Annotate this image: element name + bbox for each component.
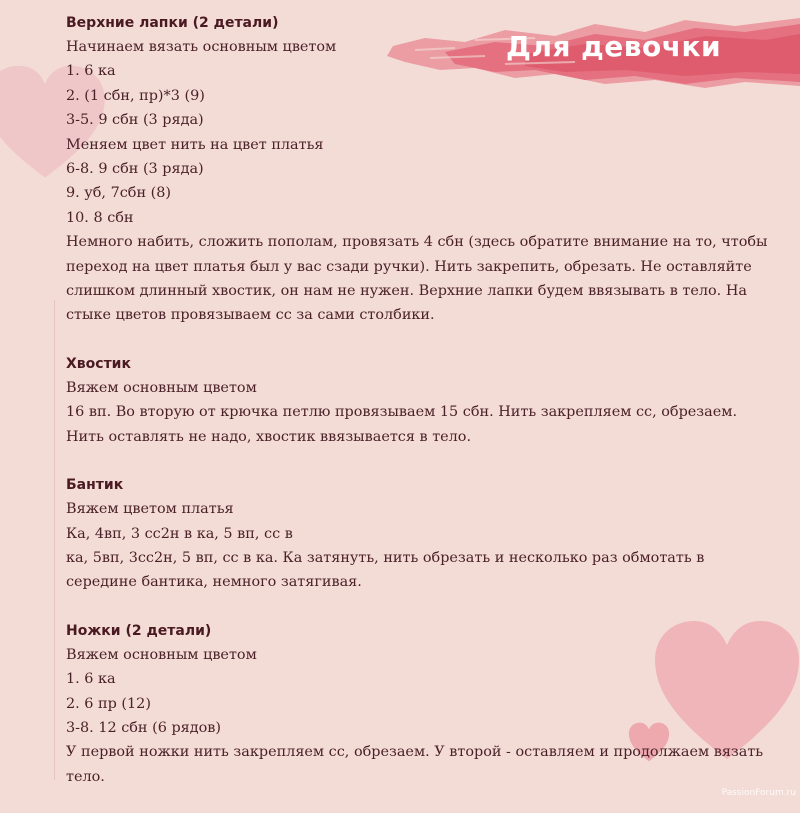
instruction-line: 10. 8 сбн bbox=[66, 209, 134, 226]
instruction-line: Меняем цвет нить на цвет платья bbox=[66, 136, 324, 153]
instruction-line: 9. уб, 7сбн (8) bbox=[66, 185, 172, 202]
section-heading: Бантик bbox=[66, 477, 124, 494]
watermark: PassionForum.ru bbox=[721, 788, 796, 798]
instruction-paragraph: 16 вп. Во вторую от крючка петлю провязываем 15 сбн. Нить закрепляем сс, обрезаем. Нить оставлять не надо, хвостик ввязывается в тело. bbox=[66, 404, 738, 445]
instruction-line: 2. (1 сбн, пр)*3 (9) bbox=[66, 87, 205, 104]
instruction-line: Вяжем основным цветом bbox=[66, 379, 257, 396]
instruction-line: 1. 6 ка bbox=[66, 671, 116, 688]
instruction-line: Начинаем вязать основным цветом bbox=[66, 39, 337, 55]
instruction-line: 6-8. 9 сбн (3 ряда) bbox=[66, 161, 204, 178]
instruction-line: Вяжем цветом платья bbox=[66, 501, 234, 518]
instruction-line: 2. 6 пр (12) bbox=[66, 695, 151, 712]
section-upper-paws bbox=[66, 11, 776, 328]
margin-line bbox=[54, 300, 55, 780]
instruction-paragraph: ка, 5вп, 3сс2н, 5 вп, сс в ка. Ка затянуть, нить обрезать и несколько раз обмотать в середине бантика, немного затягивая. bbox=[66, 549, 705, 591]
section-heading: Ножки (2 детали) bbox=[66, 622, 212, 639]
instruction-line: Вяжем основным цветом bbox=[66, 646, 257, 663]
section-heading: Верхние лапки (2 детали) bbox=[66, 15, 279, 31]
instruction-paragraph: У первой ножки нить закрепляем сс, обрезаем. У второй - оставляем и продолжаем вязать тело. bbox=[66, 744, 764, 785]
section-tail bbox=[66, 352, 776, 449]
instruction-line: 3-8. 12 сбн (6 рядов) bbox=[66, 719, 221, 736]
instruction-paragraph: Немного набить, сложить пополам, провязать 4 сбн (здесь обратите внимание на то, чтобы переход на цвет платья был у вас сзади ручки). Нить закрепить, обрезать. Не оставляйте слишком длинный хвостик, он нам не нужен. Верхние лапки будем ввязывать в тело. На стыке цветов провязываем сс за сами столбики. bbox=[66, 234, 768, 324]
section-heading: Хвостик bbox=[66, 355, 131, 372]
section-legs bbox=[66, 619, 776, 789]
instruction-line: 1. 6 ка bbox=[66, 63, 116, 80]
instruction-line: Ка, 4вп, 3 сс2н в ка, 5 вп, сс в bbox=[66, 525, 293, 542]
section-bow bbox=[66, 473, 776, 595]
banner-title: Для девочки bbox=[506, 30, 722, 63]
pattern-content bbox=[66, 11, 776, 813]
instruction-line: 3-5. 9 сбн (3 ряда) bbox=[66, 112, 204, 129]
